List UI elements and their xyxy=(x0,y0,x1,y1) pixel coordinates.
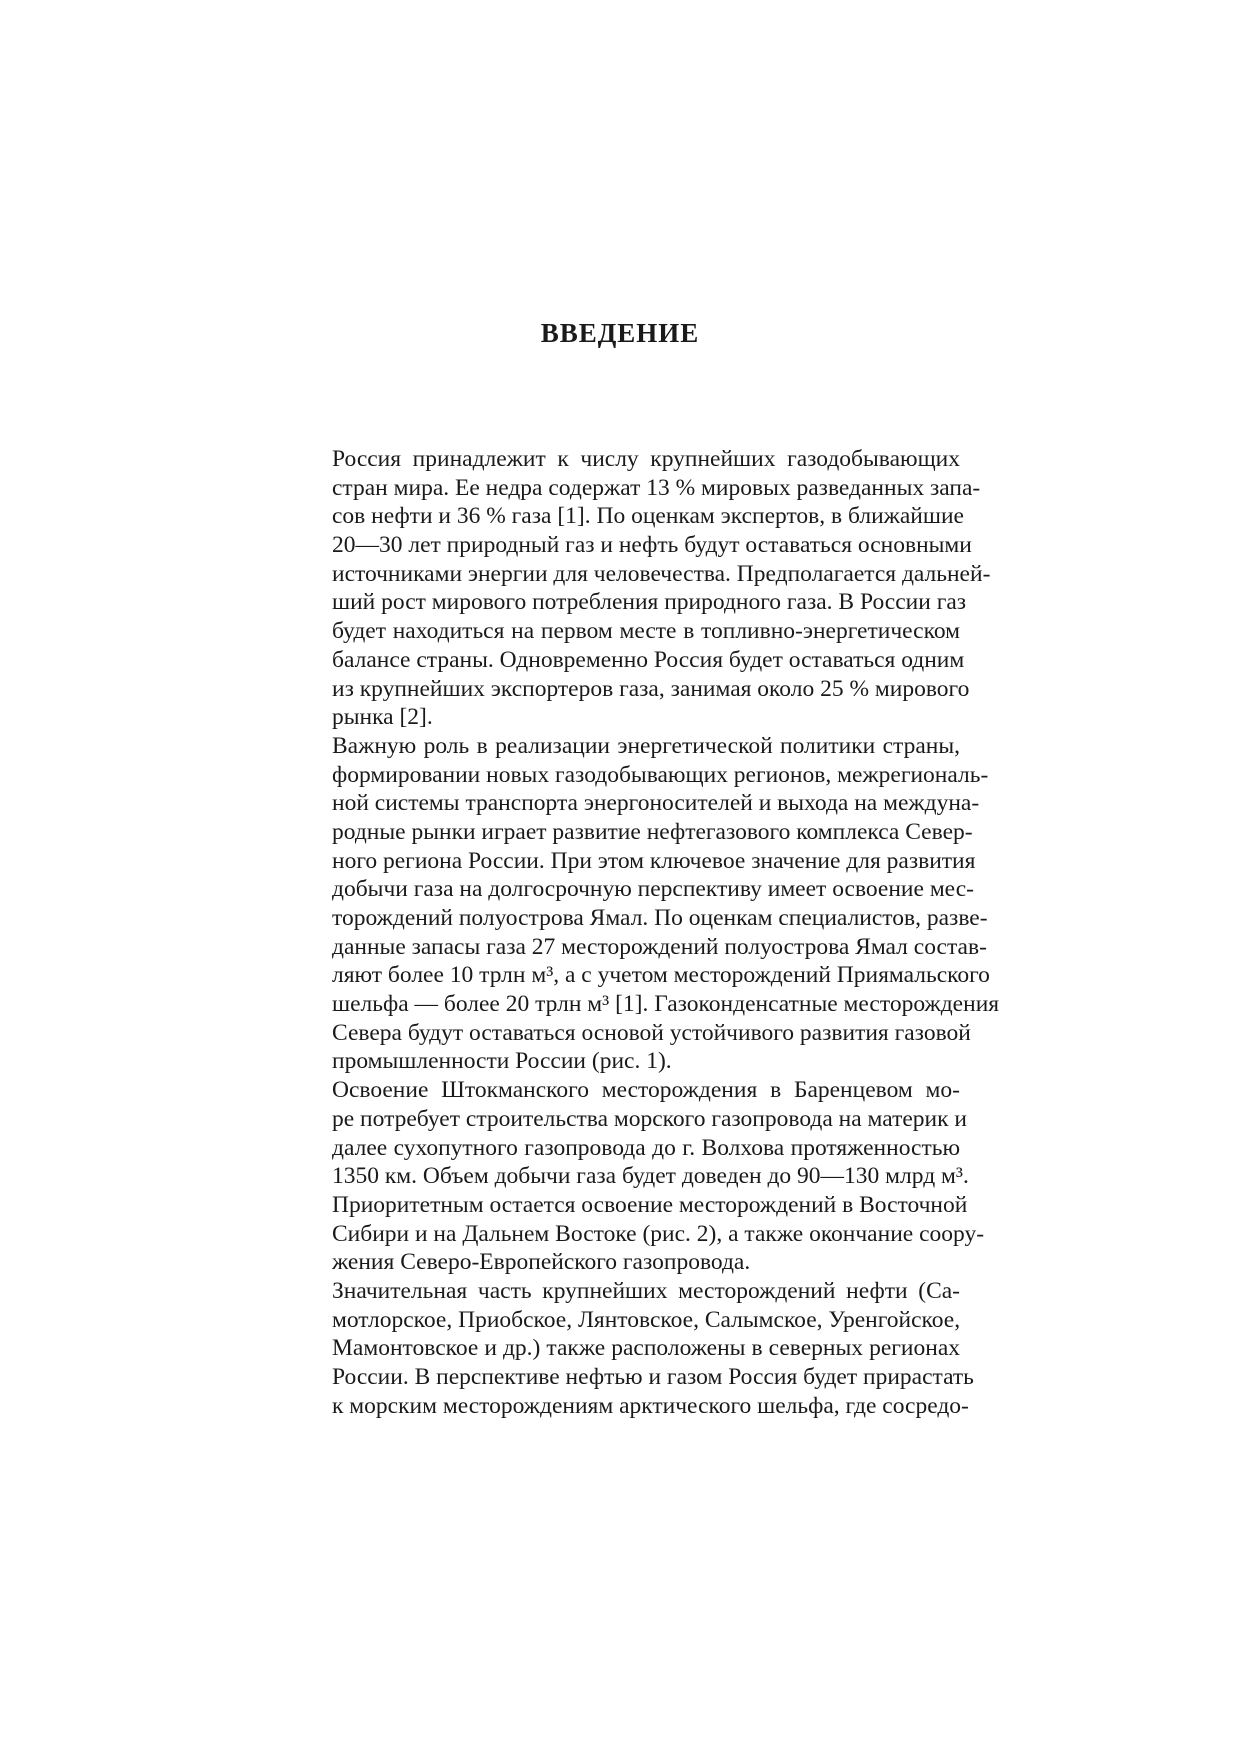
text-line: ного региона России. При этом ключевое значение для развития xyxy=(332,847,976,874)
text-line: торождений полуострова Ямал. По оценкам специалистов, разве- xyxy=(332,905,988,931)
page-title: ВВЕДЕНИЕ xyxy=(540,318,700,348)
text-line: Севера будут оставаться основой устойчивого развития газовой xyxy=(332,1019,971,1046)
paragraph xyxy=(302,1277,974,1420)
text-line: Важную роль в реализации энергетической политики страны, xyxy=(332,732,960,759)
text-line: ной системы транспорта энергоносителей и выхода на междуна- xyxy=(332,790,980,817)
text-line: 20—30 лет природный газ и нефть будут оставаться основными xyxy=(332,532,972,559)
text-line: данные запасы газа 27 месторождений полуострова Ямал состав- xyxy=(332,933,987,960)
text-line: Приоритетным остается освоение месторождений в Восточной xyxy=(332,1191,968,1218)
text-line: 1350 км. Объем добычи газа будет доведен до 90—130 млрд м³. xyxy=(332,1163,969,1190)
text-line: Освоение Штокманского месторождения в Баренцевом мо- xyxy=(332,1077,960,1104)
text-line: будет находиться на первом месте в топливно-энергетическом xyxy=(332,618,960,645)
text-line: Россия принадлежит к числу крупнейших газодобывающих xyxy=(332,446,960,472)
text-line: формировании новых газодобывающих регионов, межрегиональ- xyxy=(332,761,989,788)
text-line: Сибири и на Дальнем Востоке (рис. 2), а также окончание соору- xyxy=(332,1220,985,1247)
text-line: жения Северо-Европейского газопровода. xyxy=(332,1249,751,1276)
text-line: промышленности России (рис. 1). xyxy=(332,1048,672,1075)
text-line: Значительная часть крупнейших месторождений нефти (Са- xyxy=(332,1277,960,1304)
text-line: источниками энергии для человечества. Предполагается дальней- xyxy=(332,560,991,587)
text-line: к морским месторождениям арктического шельфа, где сосредо- xyxy=(332,1392,969,1419)
text-line: мотлорское, Приобское, Лянтовское, Салымское, Уренгойское, xyxy=(332,1306,961,1333)
text-line: рынка [2]. xyxy=(332,704,433,731)
text-line: добычи газа на долгосрочную перспективу имеет освоение мес- xyxy=(332,876,974,903)
paragraph xyxy=(302,1076,985,1277)
body-text xyxy=(302,445,1000,1420)
text-line: Мамонтовское и др.) также расположены в северных регионах xyxy=(332,1335,960,1362)
text-line: ший рост мирового потребления природного газа. В России газ xyxy=(332,589,967,616)
text-line: родные рынки играет развитие нефтегазового комплекса Север- xyxy=(332,818,973,845)
text-line: из крупнейших экспортеров газа, занимая около 25 % мирового xyxy=(332,675,970,702)
text-line: шельфа — более 20 трлн м³ [1]. Газоконденсатные месторождения xyxy=(332,991,1000,1018)
text-line: стран мира. Ее недра содержат 13 % мировых разведанных запа- xyxy=(332,474,981,501)
text-line: ляют более 10 трлн м³, а с учетом месторождений Приямальского xyxy=(332,962,990,989)
text-line: сов нефти и 36 % газа [1]. По оценкам экспертов, в ближайшие xyxy=(332,503,964,530)
paragraph xyxy=(302,732,1000,1076)
text-line: ре потребует строительства морского газопровода на материк и xyxy=(332,1105,967,1132)
text-line: далее сухопутного газопровода до г. Волхова протяженностью xyxy=(332,1134,960,1161)
text-line: балансе страны. Одновременно Россия будет оставаться одним xyxy=(332,646,965,673)
text-line: России. В перспективе нефтью и газом Россия будет прирастать xyxy=(332,1364,974,1390)
paragraph xyxy=(302,445,991,732)
